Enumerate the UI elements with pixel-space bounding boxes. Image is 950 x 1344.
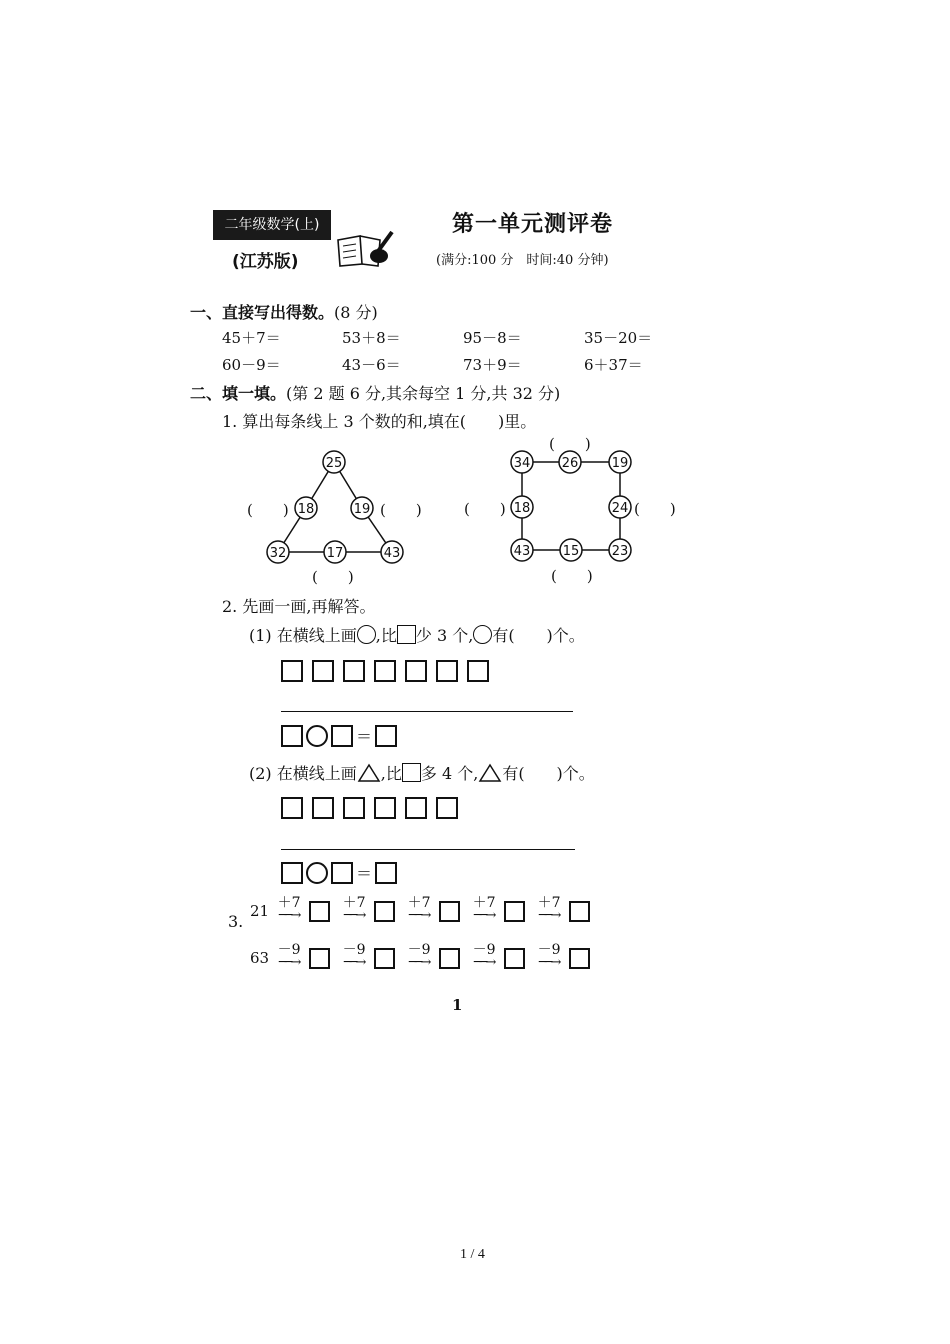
chain-add-step: ＋7 ──→ — [472, 895, 496, 923]
q2-part1-square-row — [281, 660, 489, 682]
svg-text:23: 23 — [611, 544, 629, 559]
q2-part2-draw-line[interactable] — [281, 849, 575, 850]
sq-node-ml — [511, 496, 533, 518]
page-number: 1 — [452, 996, 463, 1014]
tri-node-right-mid — [351, 497, 373, 519]
chain-sub-start: 63 — [250, 949, 270, 967]
chain-answer-box[interactable] — [439, 901, 460, 922]
chain-answer-box[interactable] — [504, 901, 525, 922]
section2-heading — [190, 381, 560, 404]
svg-text:34: 34 — [513, 456, 531, 471]
chain-sub-step: －9 ──→ — [407, 942, 431, 970]
q2-part2-equation — [281, 861, 397, 884]
chain-answer-box[interactable] — [309, 901, 330, 922]
q2-part1-t3: 有( )个。 — [492, 626, 585, 645]
tri-node-top — [323, 451, 345, 473]
drawn-square — [281, 797, 303, 819]
q2-part2-t2: 多 4 个, — [420, 764, 479, 783]
drawn-square — [436, 660, 458, 682]
section1-title: 一、直接写出得数。 — [190, 303, 335, 322]
square-shape-icon — [397, 625, 416, 644]
book-pen-icon — [334, 226, 396, 270]
q3-chain-add — [250, 896, 596, 922]
answer-box[interactable] — [375, 725, 397, 747]
answer-box[interactable] — [375, 862, 397, 884]
q3-num: 3. — [228, 912, 244, 931]
q3-chain-subtract — [250, 943, 596, 969]
q1-text: 1. 算出每条线上 3 个数的和,填在( )里。 — [222, 412, 537, 431]
drawn-square — [405, 660, 427, 682]
operator-circle[interactable] — [306, 862, 328, 884]
sq-node-mr — [609, 496, 631, 518]
tri-node-bottom-mid — [324, 541, 346, 563]
chain-sub-step: －9 ──→ — [342, 942, 366, 970]
sq-node-tr — [609, 451, 631, 473]
q2-part1-num: (1) 在横线上画 — [249, 626, 357, 645]
expr-2-1: 60－9＝ — [222, 356, 281, 374]
circle-shape-icon — [473, 625, 492, 644]
chain-answer-box[interactable] — [374, 948, 395, 969]
q2-part2-num: (2) 在横线上画 — [249, 764, 357, 783]
sq-top-blank[interactable]: ( ) — [549, 435, 591, 453]
sq-node-br — [609, 539, 631, 561]
svg-text:26: 26 — [561, 456, 579, 471]
answer-box[interactable] — [331, 725, 353, 747]
equals-sign: ＝ — [356, 864, 373, 883]
q2-part1-equation — [281, 724, 397, 747]
q2-part2-square-row — [281, 797, 458, 819]
drawn-square — [374, 660, 396, 682]
svg-text:25: 25 — [325, 456, 343, 471]
q2-part1-t2: 少 3 个, — [415, 626, 474, 645]
page-title: 第一单元测评卷 — [452, 211, 614, 237]
score-time-info: (满分:100 分 时间:40 分钟) — [436, 253, 609, 268]
drawn-square — [312, 660, 334, 682]
svg-text:24: 24 — [611, 501, 629, 516]
expr-1-2: 53＋8＝ — [342, 329, 401, 347]
expr-1-3: 95－8＝ — [463, 329, 522, 347]
section2-title: 二、填一填。 — [190, 384, 287, 403]
chain-sub-step: －9 ──→ — [472, 942, 496, 970]
sq-node-tm — [559, 451, 581, 473]
svg-text:32: 32 — [269, 546, 287, 561]
chain-answer-box[interactable] — [504, 948, 525, 969]
answer-box[interactable] — [281, 862, 303, 884]
chain-add-step: ＋7 ──→ — [537, 895, 561, 923]
tri-node-bottom-left — [267, 541, 289, 563]
chain-answer-box[interactable] — [569, 901, 590, 922]
expr-1-1: 45＋7＝ — [222, 329, 281, 347]
edition-label: (江苏版) — [232, 252, 299, 272]
chain-answer-box[interactable] — [439, 948, 460, 969]
drawn-square — [343, 797, 365, 819]
expr-2-3: 73＋9＝ — [463, 356, 522, 374]
page-indicator: 1 / 4 — [460, 1247, 485, 1262]
tri-node-left-mid — [295, 497, 317, 519]
tri-bottom-blank[interactable]: ( ) — [312, 568, 354, 586]
tri-node-bottom-right — [381, 541, 403, 563]
chain-answer-box[interactable] — [309, 948, 330, 969]
chain-sub-step: －9 ──→ — [537, 942, 561, 970]
operator-circle[interactable] — [306, 725, 328, 747]
drawn-square — [281, 660, 303, 682]
svg-text:19: 19 — [611, 456, 629, 471]
expr-2-4: 6＋37＝ — [584, 356, 643, 374]
q2-part2-t1: ,比 — [380, 764, 402, 783]
triangle-shape-icon — [478, 763, 502, 783]
svg-text:43: 43 — [383, 546, 401, 561]
svg-text:43: 43 — [513, 544, 531, 559]
grade-badge: 二年级数学(上) — [213, 210, 331, 240]
chain-add-step: ＋7 ──→ — [277, 895, 301, 923]
sq-bottom-blank[interactable]: ( ) — [551, 567, 593, 585]
drawn-square — [312, 797, 334, 819]
q2-part2-t3: 有( )个。 — [502, 764, 595, 783]
drawn-square — [436, 797, 458, 819]
section2-points: (第 2 题 6 分,其余每空 1 分,共 32 分) — [286, 384, 561, 403]
drawn-square — [467, 660, 489, 682]
chain-answer-box[interactable] — [569, 948, 590, 969]
sq-right-blank[interactable]: ( ) — [634, 500, 676, 518]
sq-node-bm — [560, 539, 582, 561]
q2-part2-prompt — [249, 761, 595, 784]
tri-right-blank[interactable]: ( ) — [380, 501, 422, 519]
square-shape-icon — [402, 763, 421, 782]
circle-shape-icon — [357, 625, 376, 644]
q2-part1-draw-line[interactable] — [281, 711, 573, 712]
sq-node-tl — [511, 451, 533, 473]
triangle-shape-icon — [357, 763, 381, 783]
expr-1-4: 35－20＝ — [584, 329, 653, 347]
expr-2-2: 43－6＝ — [342, 356, 401, 374]
q2-text: 2. 先画一画,再解答。 — [222, 597, 376, 616]
section1-points: (8 分) — [334, 303, 378, 322]
svg-text:19: 19 — [353, 502, 371, 517]
chain-sub-step: －9 ──→ — [277, 942, 301, 970]
chain-add-step: ＋7 ──→ — [342, 895, 366, 923]
section1-heading — [190, 300, 378, 323]
q2-part1-t1: ,比 — [375, 626, 397, 645]
chain-add-start: 21 — [250, 902, 270, 920]
sq-left-blank[interactable]: ( ) — [464, 500, 506, 518]
drawn-square — [343, 660, 365, 682]
chain-answer-box[interactable] — [374, 901, 395, 922]
answer-box[interactable] — [331, 862, 353, 884]
svg-text:15: 15 — [562, 544, 580, 559]
chain-add-step: ＋7 ──→ — [407, 895, 431, 923]
equals-sign: ＝ — [356, 727, 373, 746]
svg-text:17: 17 — [326, 546, 344, 561]
svg-text:18: 18 — [297, 502, 315, 517]
sq-node-bl — [511, 539, 533, 561]
answer-box[interactable] — [281, 725, 303, 747]
q2-part1-prompt — [249, 623, 585, 646]
drawn-square — [405, 797, 427, 819]
drawn-square — [374, 797, 396, 819]
tri-left-blank[interactable]: ( ) — [247, 501, 289, 519]
svg-text:18: 18 — [513, 501, 531, 516]
